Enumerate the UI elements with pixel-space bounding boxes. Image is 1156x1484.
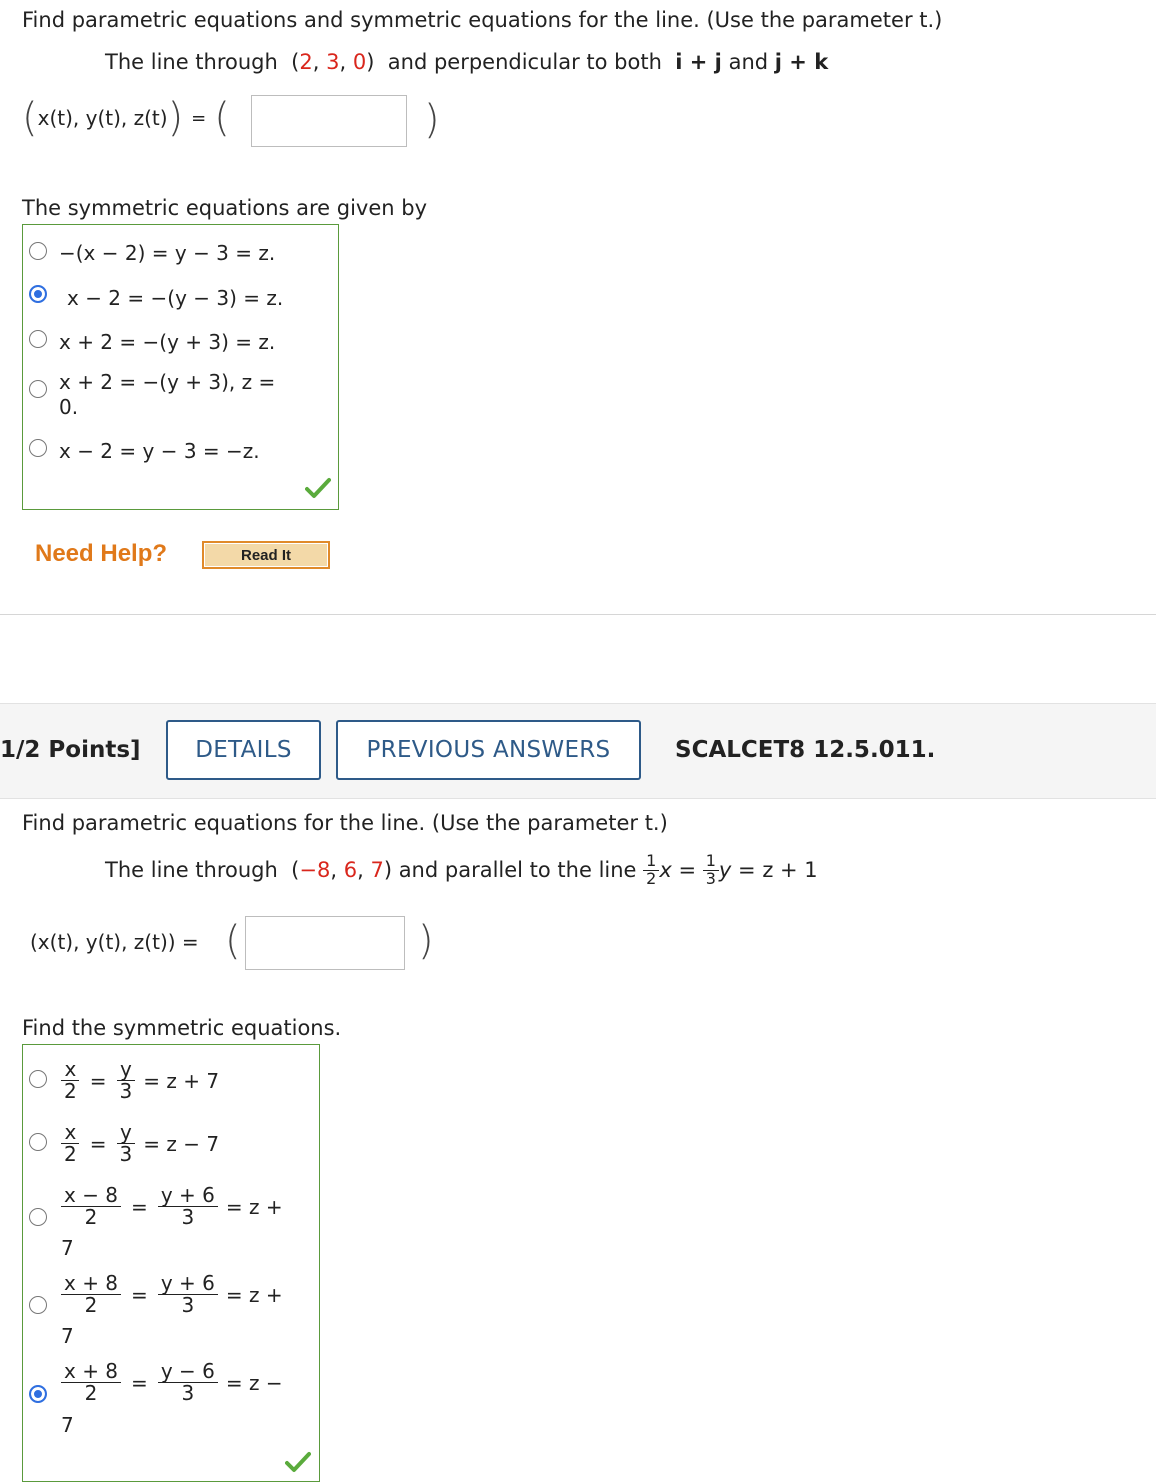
q2-option-4-radio[interactable] — [29, 1296, 47, 1314]
q1-option-2-label[interactable]: x − 2 = −(y − 3) = z. — [67, 286, 284, 310]
correct-check-icon — [285, 1451, 311, 1473]
q2-option-1-label[interactable]: $\frac{x}{2}$ = $\frac{y}{3}$ = z + 7 — [61, 1059, 219, 1102]
q2-choice-panel — [22, 1044, 320, 1482]
q2-option-5-radio[interactable] — [29, 1385, 47, 1403]
need-help-label: Need Help? — [35, 540, 168, 567]
q1-param-row: ( x(t), y(t), z(t) ) = ( — [22, 95, 230, 141]
q1-option-4-radio[interactable] — [29, 380, 47, 398]
q1-prompt: The line through (2, 3, 0) and perpendicular to both i + j and j + k — [105, 50, 829, 74]
q1-option-1-label[interactable]: −(x − 2) = y − 3 = z. — [59, 241, 276, 265]
q2-option-3-radio[interactable] — [29, 1208, 47, 1226]
q1-param-input[interactable] — [251, 95, 407, 147]
q1-symmetric-label: The symmetric equations are given by — [22, 196, 428, 220]
q2-option-3-wrap[interactable]: 7 — [61, 1236, 74, 1260]
q2-symmetric-label: Find the symmetric equations. — [22, 1016, 342, 1040]
q2-param-lhs: (x(t), y(t), z(t)) = — [30, 930, 199, 954]
details-button[interactable]: DETAILS — [166, 720, 321, 780]
question-header — [0, 703, 1156, 799]
q2-option-2-radio[interactable] — [29, 1133, 47, 1151]
q2-option-4-wrap[interactable]: 7 — [61, 1324, 74, 1348]
q2-option-2-label[interactable]: $\frac{x}{2}$ = $\frac{y}{3}$ = z − 7 — [61, 1122, 219, 1165]
section-divider — [0, 614, 1156, 615]
q1-option-5-radio[interactable] — [29, 439, 47, 457]
q1-instruction: Find parametric equations and symmetric equations for the line. (Use the parameter t.) — [22, 8, 943, 32]
q1-param-lhs: x(t), y(t), z(t) — [37, 106, 168, 130]
q1-option-5-label[interactable]: x − 2 = y − 3 = −z. — [59, 439, 260, 463]
q2-option-4-label[interactable]: $\frac{x + 8}{2}$ = $\frac{y + 6}{3}$ = z + — [61, 1273, 283, 1316]
source-label: SCALCET8 12.5.011. — [675, 737, 936, 763]
q1-option-3-label[interactable]: x + 2 = −(y + 3) = z. — [59, 330, 276, 354]
q2-option-5-label[interactable]: $\frac{x + 8}{2}$ = $\frac{y - 6}{3}$ = z − — [61, 1361, 283, 1404]
q1-option-4-label-line1[interactable]: x + 2 = −(y + 3), z = — [59, 370, 276, 394]
q1-option-3-radio[interactable] — [29, 330, 47, 348]
read-it-button[interactable]: Read It — [202, 541, 330, 569]
previous-answers-button[interactable]: PREVIOUS ANSWERS — [336, 720, 641, 780]
correct-check-icon — [305, 477, 331, 499]
q1-option-1-radio[interactable] — [29, 242, 47, 260]
q2-prompt: The line through ( −8 , 6 , 7 ) and parallel to the line $\frac{1}{2}$ x = $\frac{1}{3}$ y = z + 1 — [105, 851, 818, 888]
q1-option-4-label-line2[interactable]: 0. — [59, 395, 79, 419]
q2-option-3-label[interactable]: $\frac{x - 8}{2}$ = $\frac{y + 6}{3}$ = z + — [61, 1185, 283, 1228]
q2-option-1-radio[interactable] — [29, 1070, 47, 1088]
q2-option-5-wrap[interactable]: 7 — [61, 1413, 74, 1437]
q1-choice-panel — [22, 224, 339, 510]
q2-param-input[interactable] — [245, 916, 405, 970]
points-label: 1/2 Points] — [0, 737, 141, 763]
q2-instruction: Find parametric equations for the line. (Use the parameter t.) — [22, 811, 668, 835]
q1-option-2-radio[interactable] — [29, 285, 47, 303]
